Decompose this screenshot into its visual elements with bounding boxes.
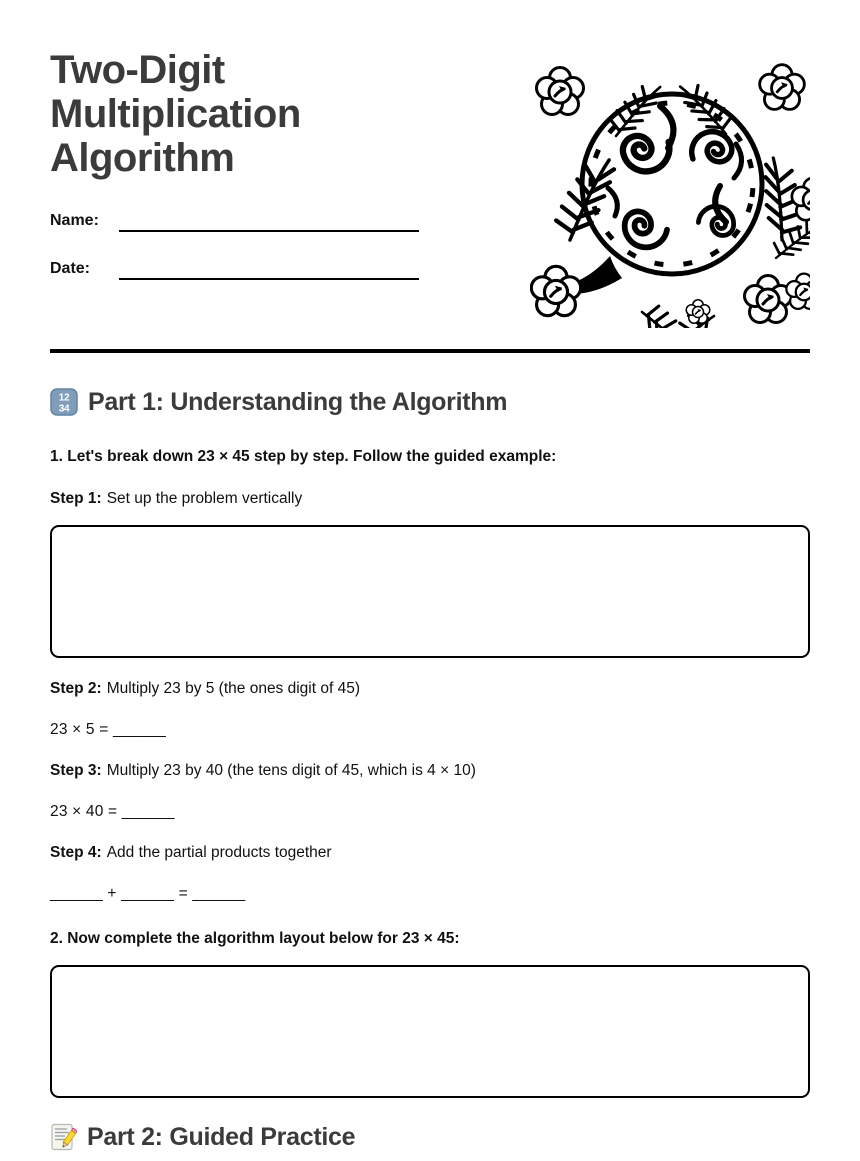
equation-3[interactable]: ______ + ______ = ______ xyxy=(50,885,246,902)
part1-heading-text: Part 1: Understanding the Algorithm xyxy=(88,388,508,416)
part1-prompt2: 2. Now complete the algorithm layout below for 23 × 45: xyxy=(50,930,460,947)
step3-label: Step 3: xyxy=(50,762,102,779)
decorative-koru-ferns-illustration xyxy=(530,48,810,328)
step3-text: Multiply 23 by 40 (the tens digit of 45, which is 4 × 10) xyxy=(106,762,476,779)
step1-text: Set up the problem vertically xyxy=(106,490,303,507)
date-label: Date: xyxy=(50,260,91,277)
name-field-row xyxy=(50,210,480,232)
step1-label: Step 1: xyxy=(50,490,102,507)
date-field-row xyxy=(50,258,480,280)
part1-intro: 1. Let's break down 23 × 45 step by step. Follow the guided example: xyxy=(50,448,557,465)
page-title: Two-Digit Multiplication Algorithm xyxy=(50,48,301,180)
algorithm-layout-box[interactable] xyxy=(50,965,810,1098)
step4-text: Add the partial products together xyxy=(106,844,332,861)
equation-2[interactable]: 23 × 40 = ______ xyxy=(50,803,175,820)
step4-paragraph xyxy=(50,842,810,863)
step1-paragraph xyxy=(50,488,810,509)
step2-text: Multiply 23 by 5 (the ones digit of 45) xyxy=(106,680,360,697)
name-label: Name: xyxy=(50,212,99,229)
part2-heading-text: Part 2: Guided Practice xyxy=(87,1123,356,1151)
step2-paragraph xyxy=(50,678,810,699)
part1-heading xyxy=(50,387,810,417)
svg-text:34: 34 xyxy=(58,403,70,415)
step4-label: Step 4: xyxy=(50,844,102,861)
header xyxy=(50,0,810,328)
input-numbers-icon xyxy=(50,388,78,416)
step3-paragraph xyxy=(50,760,810,781)
name-input-line[interactable] xyxy=(119,210,419,232)
part2-heading xyxy=(50,1122,810,1152)
step2-label: Step 2: xyxy=(50,680,102,697)
equation-1[interactable]: 23 × 5 = ______ xyxy=(50,721,166,738)
svg-text:12: 12 xyxy=(58,392,70,404)
memo-icon xyxy=(50,1123,77,1152)
header-left xyxy=(50,48,480,306)
step1-work-box[interactable] xyxy=(50,525,810,658)
section-divider xyxy=(50,349,810,353)
date-input-line[interactable] xyxy=(119,258,419,280)
